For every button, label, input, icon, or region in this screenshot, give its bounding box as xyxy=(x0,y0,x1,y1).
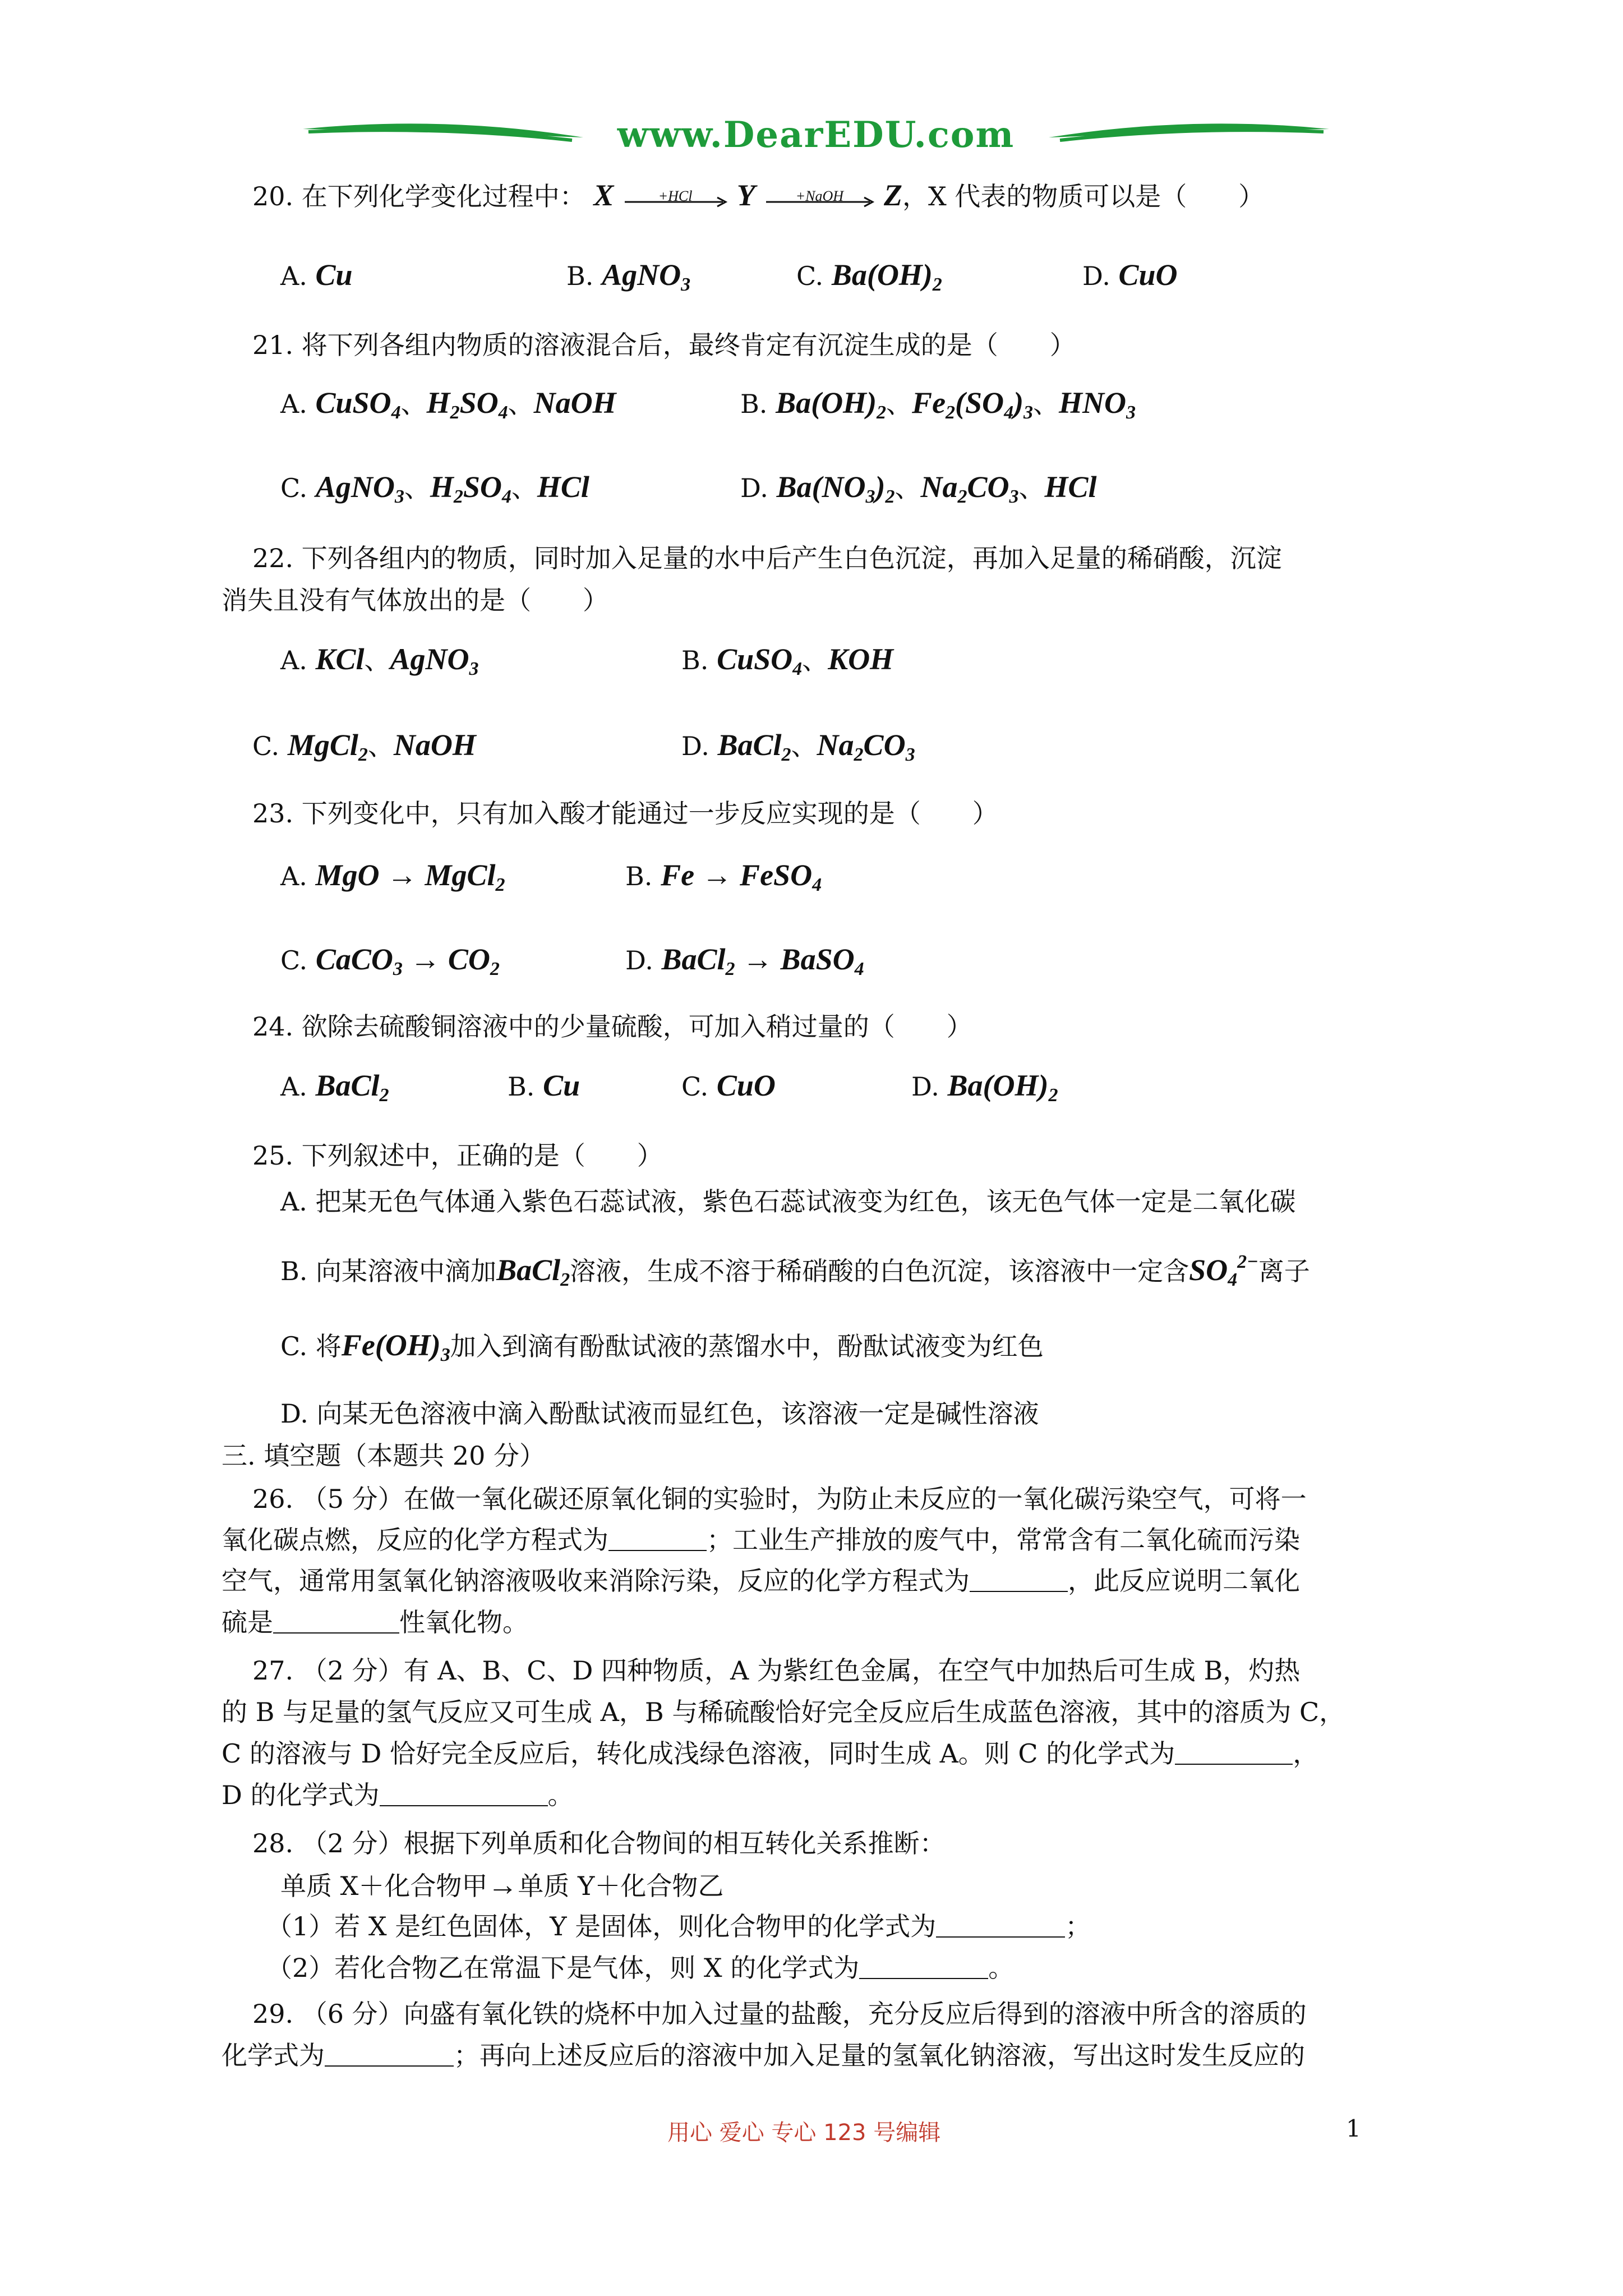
question-22-line2: 消失且没有气体放出的是（ ） xyxy=(222,585,608,615)
question-27-line4: D 的化学式为 。 xyxy=(222,1780,574,1810)
answer-blank[interactable] xyxy=(859,1953,988,1979)
answer-blank[interactable] xyxy=(325,2041,454,2067)
q25-option-a: A. 把某无色气体通入紫色石蕊试液，紫色石蕊试液变为红色，该无色气体一定是二氧化碳 xyxy=(280,1186,1296,1217)
q20-option-c: C. $Ba(OH)_2$ xyxy=(796,258,942,295)
page-footer: 用心 爱心 专心 123 号编辑 xyxy=(667,2120,941,2146)
answer-blank[interactable] xyxy=(970,1566,1068,1592)
q20-option-d: D. CuO xyxy=(1082,258,1178,292)
q20-text: 在下列化学变化过程中： xyxy=(301,181,585,211)
q21-option-a: A. CuSO$_4$、$H_2SO_4$、NaOH xyxy=(280,386,616,423)
question-23: 23. 下列变化中，只有加入酸才能通过一步反应实现的是（ ） xyxy=(252,798,998,829)
q21-option-c: C. AgNO$_3$、$H_2SO_4$、HCl xyxy=(280,470,589,507)
question-27-line2: 的 B 与足量的氢气反应又可生成 A，B 与稀硫酸恰好完全反应后生成蓝色溶液，其中的溶质为 C， xyxy=(222,1697,1345,1727)
answer-blank[interactable] xyxy=(273,1608,399,1634)
q21-option-b: B. $Ba(OH)_2$、$Fe_2(SO_4)_3$、$HNO_3$ xyxy=(740,386,1136,423)
answer-blank[interactable] xyxy=(608,1525,707,1551)
arrow-icon xyxy=(622,182,728,215)
arrow2-label: +NaOH xyxy=(795,188,844,204)
q20-z: Z xyxy=(883,178,902,212)
question-26-line1: 26. （5 分）在做一氧化碳还原氧化铜的实验时，为防止未反应的一氧化碳污染空气，可将一 xyxy=(252,1484,1307,1514)
arrow1-label: +HCl xyxy=(658,188,693,204)
site-header xyxy=(303,109,1329,171)
q20-x: X xyxy=(593,178,614,212)
question-28-line3: （1）若 X 是红色固体，Y 是固体，则化合物甲的化学式为 ； xyxy=(266,1911,1091,1941)
q20-option-a: A. Cu xyxy=(280,258,353,292)
page-number: 1 xyxy=(1346,2115,1361,2142)
question-28-line4: （2）若化合物乙在常温下是气体，则 X 的化学式为 。 xyxy=(266,1953,1015,1983)
question-22-line1: 22. 下列各组内的物质，同时加入足量的水中后产生白色沉淀，再加入足量的稀硝酸，沉淀 xyxy=(252,543,1282,573)
q22-option-a: A. KCl、AgNO$_3$ xyxy=(280,642,479,679)
question-26-line2: 氧化碳点燃，反应的化学方程式为 ；工业生产排放的废气中，常常含有二氧化硫而污染 xyxy=(222,1525,1300,1555)
question-26-line3: 空气，通常用氢氧化钠溶液吸收来消除污染，反应的化学方程式为 ，此反应说明二氧化 xyxy=(222,1566,1300,1596)
q25-option-d: D. 向某无色溶液中滴入酚酞试液而显红色，该溶液一定是碱性溶液 xyxy=(280,1398,1039,1429)
q23-option-a: A. MgO → MgCl$_2$ xyxy=(280,858,505,895)
question-24: 24. 欲除去硫酸铜溶液中的少量硫酸，可加入稍过量的（ ） xyxy=(252,1011,972,1042)
arrow-icon xyxy=(763,182,875,215)
question-21: 21. 将下列各组内物质的溶液混合后，最终肯定有沉淀生成的是（ ） xyxy=(252,330,1076,360)
q20-y: Y xyxy=(736,178,755,212)
question-27-line3: C 的溶液与 D 恰好完全反应后，转化成浅绿色溶液，同时生成 A。则 C 的化学式为 ， xyxy=(222,1738,1319,1769)
answer-blank[interactable] xyxy=(936,1912,1065,1938)
question-28-line2: 单质 X＋化合物甲→单质 Y＋化合物乙 xyxy=(280,1868,724,1902)
q24-option-d: D. $Ba(OH)_2$ xyxy=(911,1069,1058,1106)
question-25: 25. 下列叙述中，正确的是（ ） xyxy=(252,1140,663,1171)
q24-option-b: B. Cu xyxy=(508,1069,580,1102)
q20-tail: ，X 代表的物质可以是（ ） xyxy=(902,181,1265,211)
question-29-line2: 化学式为 ；再向上述反应后的溶液中加入足量的氢氧化钠溶液，写出这时发生反应的 xyxy=(222,2040,1305,2070)
question-27-line1: 27. （2 分）有 A、B、C、D 四种物质，A 为紫红色金属，在空气中加热后可生成 B，灼热 xyxy=(252,1655,1301,1686)
question-28-line1: 28. （2 分）根据下列单质和化合物间的相互转化关系推断： xyxy=(252,1828,946,1858)
q20-number: 20. xyxy=(252,181,294,211)
site-logo: www.DearEDU.com xyxy=(617,114,1015,156)
answer-blank[interactable] xyxy=(1175,1739,1293,1765)
q24-option-a: A. BaCl$_2$ xyxy=(280,1069,389,1106)
q23-option-c: C. CaCO$_3$ → $CO_2$ xyxy=(280,942,500,979)
answer-blank[interactable] xyxy=(380,1780,548,1806)
q25-option-c: C. 将$Fe(OH)_3$加入到滴有酚酞试液的蒸馏水中，酚酞试液变为红色 xyxy=(280,1328,1044,1365)
q22-option-d: D. BaCl$_2$、$Na_2CO_3$ xyxy=(681,728,915,765)
section-heading: 三. 填空题（本题共 20 分） xyxy=(222,1441,546,1471)
q23-option-b: B. Fe → FeSO$_4$ xyxy=(625,858,822,895)
question-26-line4: 硫是 性氧化物。 xyxy=(222,1607,528,1637)
q22-option-b: B. CuSO$_4$、KOH xyxy=(681,642,894,679)
q24-option-c: C. CuO xyxy=(681,1069,776,1102)
q25-option-b: B. 向某溶液中滴加BaCl$_2$溶液，生成不溶于稀硝酸的白色沉淀，该溶液中一定含$SO_4^{2-}$离子 xyxy=(280,1251,1310,1290)
question-20 xyxy=(252,178,1264,215)
q21-option-d: D. $Ba(NO_3)_2$、$Na_2CO_3$、HCl xyxy=(740,470,1097,507)
q20-option-b: B. AgNO$_3$ xyxy=(566,258,691,295)
question-29-line1: 29. （6 分）向盛有氧化铁的烧杯中加入过量的盐酸，充分反应后得到的溶液中所含的溶质的 xyxy=(252,1999,1307,2029)
q23-option-d: D. BaCl$_2$ → BaSO$_4$ xyxy=(625,942,864,979)
q22-option-c: C. MgCl$_2$、NaOH xyxy=(252,728,476,765)
